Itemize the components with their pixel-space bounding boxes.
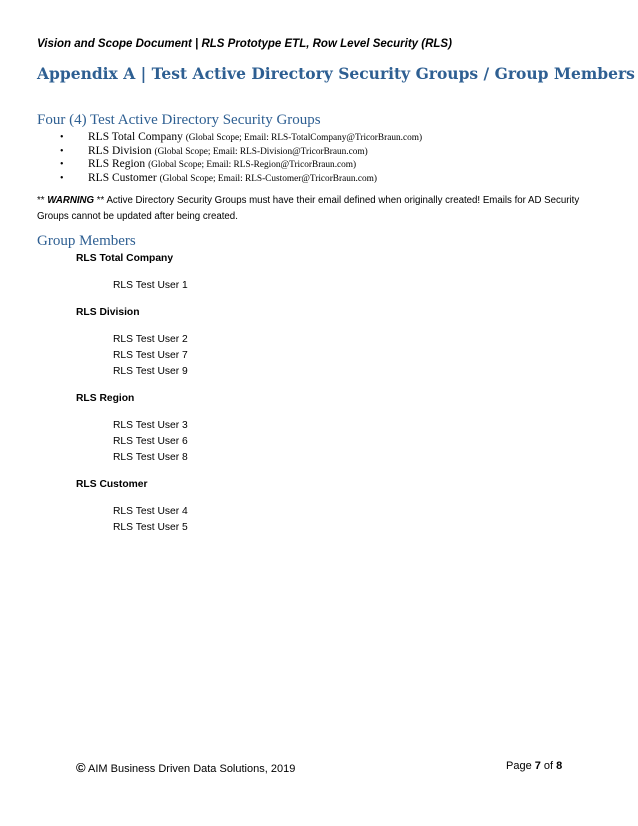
- bullet-icon: •: [60, 132, 64, 143]
- list-item: [60, 145, 422, 159]
- group-details: (Global Scope; Email: RLS-Region@TricorBraun.com): [148, 160, 357, 170]
- list-item: [60, 131, 422, 145]
- group-details: (Global Scope; Email: RLS-TotalCompany@TricorBraun.com): [185, 133, 423, 143]
- page-of: of: [540, 760, 557, 772]
- group-title-total-company: RLS Total Company: [76, 253, 174, 264]
- group-members-heading: Group Members: [37, 233, 136, 249]
- user-item: RLS Test User 8: [113, 452, 188, 463]
- list-item: [60, 172, 422, 186]
- user-item: RLS Test User 7: [113, 350, 188, 361]
- list-item: [60, 158, 422, 172]
- footer-copyright: [76, 760, 295, 775]
- copyright-icon: ©: [76, 760, 86, 775]
- appendix-title: Appendix A | Test Active Directory Security Groups / Group Members: [37, 64, 635, 83]
- group-members-list: [76, 251, 476, 547]
- user-item: RLS Test User 9: [113, 366, 188, 377]
- page-total: 8: [556, 760, 563, 772]
- footer-company: AIM Business Driven Data Solutions, 2019: [85, 763, 296, 775]
- user-list: [113, 332, 476, 380]
- user-item: RLS Test User 2: [113, 334, 188, 345]
- user-list: [113, 504, 476, 536]
- user-item: RLS Test User 6: [113, 436, 188, 447]
- warning-prefix: **: [37, 195, 48, 206]
- bullet-icon: •: [60, 159, 64, 170]
- running-header: Vision and Scope Document | RLS Prototype ETL, Row Level Security (RLS): [37, 38, 452, 50]
- group-details: (Global Scope; Email: RLS-Division@TricorBraun.com): [154, 146, 368, 157]
- security-groups-list: [60, 131, 422, 185]
- group-name: RLS Total Company: [88, 131, 183, 143]
- page-prefix: Page: [506, 760, 535, 772]
- group-title-region: RLS Region: [76, 393, 135, 404]
- group-title-division: RLS Division: [76, 307, 140, 318]
- security-groups-heading: Four (4) Test Active Directory Security Groups: [37, 112, 321, 128]
- group-name: RLS Region: [88, 158, 146, 170]
- warning-text: ** Active Directory Security Groups must have their email defined when originally created! Emails for AD Security Groups cannot be updated after being created.: [37, 195, 580, 222]
- user-list: [113, 278, 476, 294]
- page-current: 7: [534, 760, 541, 772]
- user-item: RLS Test User 5: [113, 522, 188, 533]
- user-list: [113, 418, 476, 466]
- group-details: (Global Scope; Email: RLS-Customer@TricorBraun.com): [159, 173, 377, 184]
- bullet-icon: •: [60, 145, 64, 157]
- user-item: RLS Test User 3: [113, 420, 188, 431]
- user-item: RLS Test User 1: [113, 280, 188, 291]
- group-name: RLS Customer: [88, 171, 157, 184]
- page-number: [506, 760, 562, 772]
- user-item: RLS Test User 4: [113, 506, 188, 517]
- warning-label: WARNING: [47, 195, 95, 206]
- group-title-customer: RLS Customer: [76, 479, 148, 490]
- group-name: RLS Division: [88, 144, 152, 157]
- bullet-icon: •: [60, 172, 64, 184]
- warning-note: [37, 193, 597, 224]
